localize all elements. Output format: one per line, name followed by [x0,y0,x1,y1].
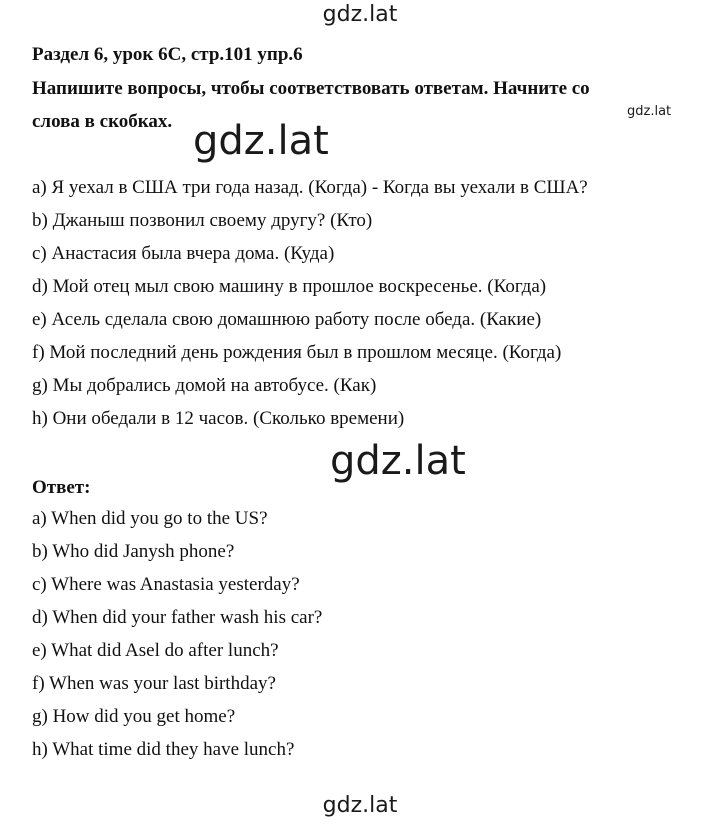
answer-a: a) When did you go to the US? [32,508,268,529]
question-e: e) Асель сделала свою домашнюю работу после обеда. (Какие) [32,309,542,330]
watermark-top: gdz.lat [322,2,398,27]
question-c: c) Анастасия была вчера дома. (Куда) [32,243,335,264]
instruction-line-2: слова в скобках. [32,111,173,132]
watermark-large-2: gdz.lat [330,438,466,484]
question-f: f) Мой последний день рождения был в прошлом месяце. (Когда) [32,342,562,363]
question-g: g) Мы добрались домой на автобусе. (Как) [32,375,377,396]
answer-e: e) What did Asel do after lunch? [32,640,279,661]
question-d: d) Мой отец мыл свою машину в прошлое воскресенье. (Когда) [32,276,547,297]
answer-title: Ответ: [32,477,91,498]
watermark-bottom: gdz.lat [322,793,398,818]
question-a: a) Я уехал в США три года назад. (Когда) - Когда вы уехали в США? [32,177,588,198]
watermark-small: gdz.lat [627,104,672,119]
answer-c: c) Where was Anastasia yesterday? [32,574,300,595]
answer-d: d) When did your father wash his car? [32,607,323,628]
watermark-large-1: gdz.lat [193,118,329,164]
instruction-line-1: Напишите вопросы, чтобы соответствовать ответам. Начните со [32,78,590,99]
question-h: h) Они обедали в 12 часов. (Сколько времени) [32,408,405,429]
answer-b: b) Who did Janysh phone? [32,541,235,562]
question-b: b) Джаныш позвонил своему другу? (Кто) [32,210,373,231]
section-header: Раздел 6, урок 6C, стр.101 упр.6 [32,44,303,65]
answer-h: h) What time did they have lunch? [32,739,295,760]
answer-f: f) When was your last birthday? [32,673,276,694]
answer-g: g) How did you get home? [32,706,236,727]
